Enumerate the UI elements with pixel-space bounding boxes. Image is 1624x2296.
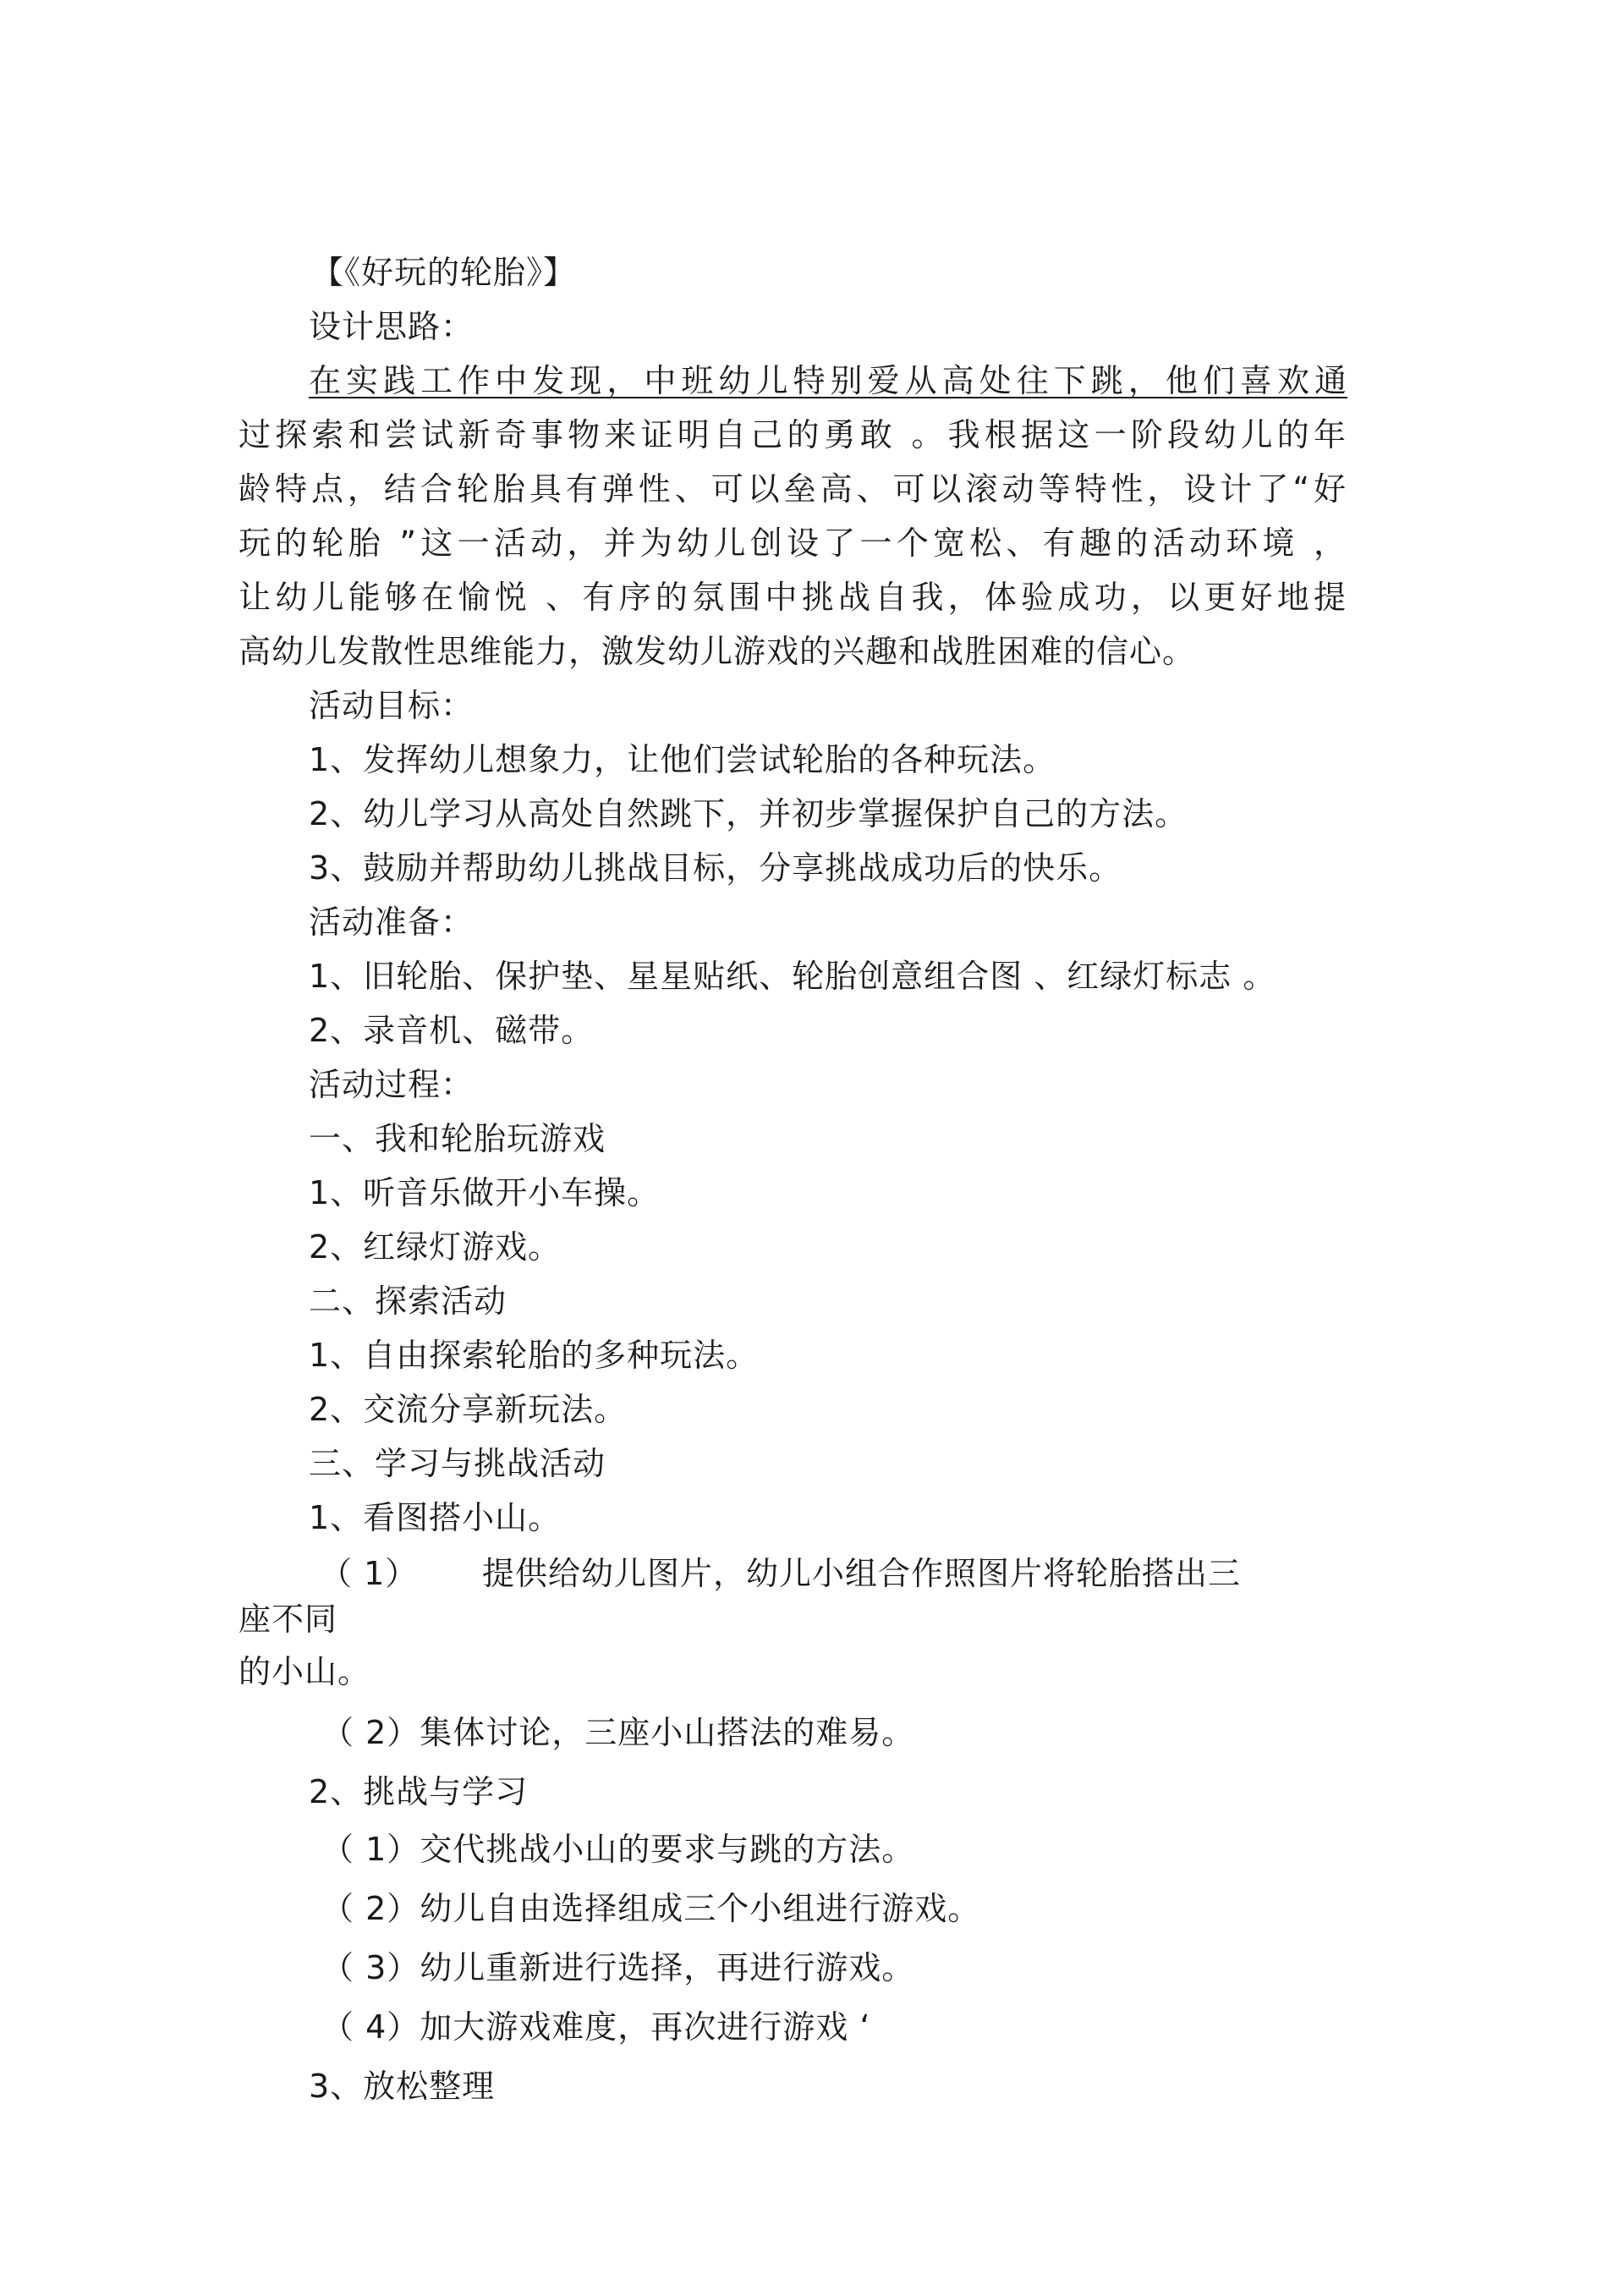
prep-item: 1、旧轮胎、保护垫、星星贴纸、轮胎创意组合图 、红绿灯标志 。 xyxy=(309,958,1276,995)
goal-item: 2、幼儿学习从高处自然跳下，并初步掌握保护自己的方法。 xyxy=(309,795,1188,832)
list-item-continuation: 座不同 xyxy=(239,1601,338,1638)
design-paragraph-line: 高幼儿发散性思维能力，激发幼儿游戏的兴趣和战胜困难的信心。 xyxy=(239,633,1196,670)
section-heading: 一、我和轮胎玩游戏 xyxy=(309,1120,606,1157)
section-heading: 三、学习与挑战活动 xyxy=(309,1445,606,1482)
goals-heading: 活动目标： xyxy=(309,687,475,724)
design-paragraph-line: 玩的轮胎 ”这一活动，并为幼儿创设了一个宽松、有趣的活动环境 ， xyxy=(239,525,1347,562)
list-item: （ 2）幼儿自由选择组成三个小组进行游戏。 xyxy=(321,1890,981,1927)
list-item-continuation: 的小山。 xyxy=(239,1653,371,1690)
list-item: （ 4）加大游戏难度，再次进行游戏 ‘ xyxy=(321,2008,871,2046)
section-item: 1、听音乐做开小车操。 xyxy=(309,1174,661,1211)
section-heading: 二、探索活动 xyxy=(309,1283,508,1320)
sub-heading: 3、放松整理 xyxy=(309,2068,496,2105)
section-item: 2、红绿灯游戏。 xyxy=(309,1228,562,1266)
design-paragraph-line: 过探索和尝试新奇事物来证明自己的勇敢 。我根据这一阶段幼儿的年 xyxy=(239,416,1347,453)
prep-item: 2、录音机、磁带。 xyxy=(309,1012,595,1049)
list-item: （ 1）交代挑战小山的要求与跳的方法。 xyxy=(321,1831,915,1868)
section-item: 1、自由探索轮胎的多种玩法。 xyxy=(309,1337,760,1374)
sub-heading: 1、看图搭小山。 xyxy=(309,1499,562,1536)
document-title: 【《好玩的轮胎》】 xyxy=(311,254,577,291)
design-paragraph-line: 让幼儿能够在愉悦 、有序的氛围中挑战自我，体验成功，以更好地提 xyxy=(239,579,1347,616)
list-item-text: 提供给幼儿图片，幼儿小组合作照图片将轮胎搭出三 xyxy=(482,1555,1242,1592)
goal-item: 3、鼓励并帮助幼儿挑战目标，分享挑战成功后的快乐。 xyxy=(309,849,1122,887)
list-item: （ 3）幼儿重新进行选择，再进行游戏。 xyxy=(321,1949,915,1986)
prep-heading: 活动准备： xyxy=(309,904,475,941)
list-item-number: （ 1） xyxy=(320,1555,419,1592)
design-paragraph-line: 在实践工作中发现，中班幼儿特别爱从高处往下跳，他们喜欢通 xyxy=(309,362,1347,399)
list-item: （ 2）集体讨论，三座小山搭法的难易。 xyxy=(321,1714,915,1751)
process-heading: 活动过程： xyxy=(309,1066,475,1103)
section-item: 2、交流分享新玩法。 xyxy=(309,1391,628,1428)
sub-heading: 2、挑战与学习 xyxy=(309,1773,529,1810)
goal-item: 1、发挥幼儿想象力，让他们尝试轮胎的各种玩法。 xyxy=(309,741,1056,778)
design-paragraph-line: 龄特点，结合轮胎具有弹性、可以垒高、可以滚动等特性，设计了“好 xyxy=(239,470,1347,508)
design-heading: 设计思路： xyxy=(309,308,475,345)
